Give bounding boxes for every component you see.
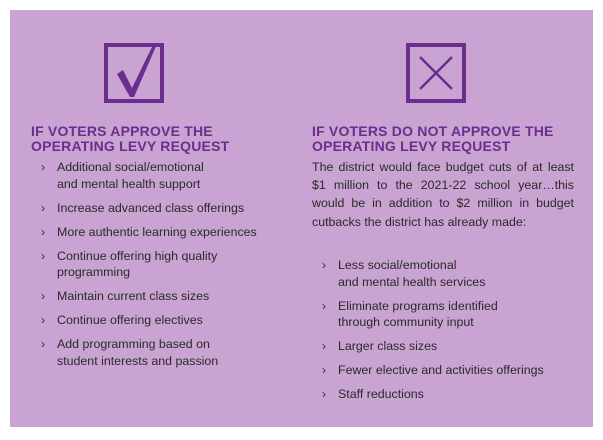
- list-item: [41, 288, 293, 305]
- list-item: [322, 386, 574, 403]
- list-item-line1: Add programming based on: [57, 337, 210, 351]
- list-item-line2: and mental health support: [57, 176, 201, 191]
- list-item-line1: Maintain current class sizes: [57, 289, 210, 303]
- list-item: [41, 200, 293, 217]
- chevron-right-icon: ›: [41, 289, 45, 303]
- list-item-line1: Additional social/emotional: [57, 160, 204, 174]
- list-item-line2: student interests and passion: [57, 353, 219, 368]
- list-item: [322, 257, 574, 290]
- chevron-right-icon: ›: [41, 248, 45, 263]
- list-item: [322, 298, 574, 331]
- chevron-right-icon: ›: [41, 200, 45, 215]
- list-item-line1: Eliminate programs identified: [338, 298, 498, 313]
- chevron-right-icon: ›: [41, 160, 45, 174]
- approve-list: [41, 159, 293, 377]
- chevron-right-icon: ›: [322, 298, 326, 313]
- chevron-right-icon: ›: [322, 387, 326, 401]
- reject-heading-line1: IF VOTERS DO NOT APPROVE THE: [312, 123, 554, 139]
- chevron-right-icon: ›: [41, 313, 45, 327]
- list-item-line2: and mental health services: [338, 274, 486, 289]
- approve-heading-line1: IF VOTERS APPROVE THE: [31, 123, 213, 139]
- list-item-line1: Larger class sizes: [338, 339, 438, 353]
- list-item: [41, 336, 293, 369]
- chevron-right-icon: ›: [322, 339, 326, 353]
- reject-paragraph: The district would face budget cuts of at least $1 million to the 2021-22 school year…this would be in addition to $2 million in budget cutbacks the district has already made:: [312, 160, 574, 229]
- approve-heading: [31, 124, 229, 154]
- approve-heading-line2: OPERATING LEVY REQUEST: [31, 138, 230, 154]
- chevron-right-icon: ›: [41, 337, 45, 351]
- levy-info-panel: [10, 10, 593, 427]
- list-item: [322, 338, 574, 355]
- checkbox-crossed-icon: [406, 43, 466, 103]
- list-item-line1: Less social/emotional: [338, 258, 457, 272]
- list-item-line2: programming: [57, 265, 130, 279]
- reject-heading-line2: OPERATING LEVY REQUEST: [312, 138, 511, 154]
- list-item-line2: through community input: [338, 315, 474, 329]
- list-item-line1: Continue offering high quality: [57, 248, 218, 263]
- list-item-line1: Increase advanced class offerings: [57, 200, 245, 215]
- list-item-line1: Fewer elective and activities offerings: [338, 363, 544, 377]
- list-item: [41, 224, 293, 241]
- checkbox-checked-icon: [104, 43, 164, 103]
- chevron-right-icon: ›: [322, 363, 326, 377]
- list-item: [41, 248, 293, 281]
- reject-heading: [312, 124, 554, 154]
- list-item-line1: Staff reductions: [338, 387, 424, 401]
- list-item: [41, 312, 293, 329]
- reject-list: [322, 257, 574, 410]
- chevron-right-icon: ›: [41, 224, 45, 239]
- list-item: [41, 159, 293, 192]
- list-item: [322, 362, 574, 379]
- list-item-line1: Continue offering electives: [57, 313, 203, 327]
- chevron-right-icon: ›: [322, 258, 326, 272]
- list-item-line1: More authentic learning experiences: [57, 224, 257, 239]
